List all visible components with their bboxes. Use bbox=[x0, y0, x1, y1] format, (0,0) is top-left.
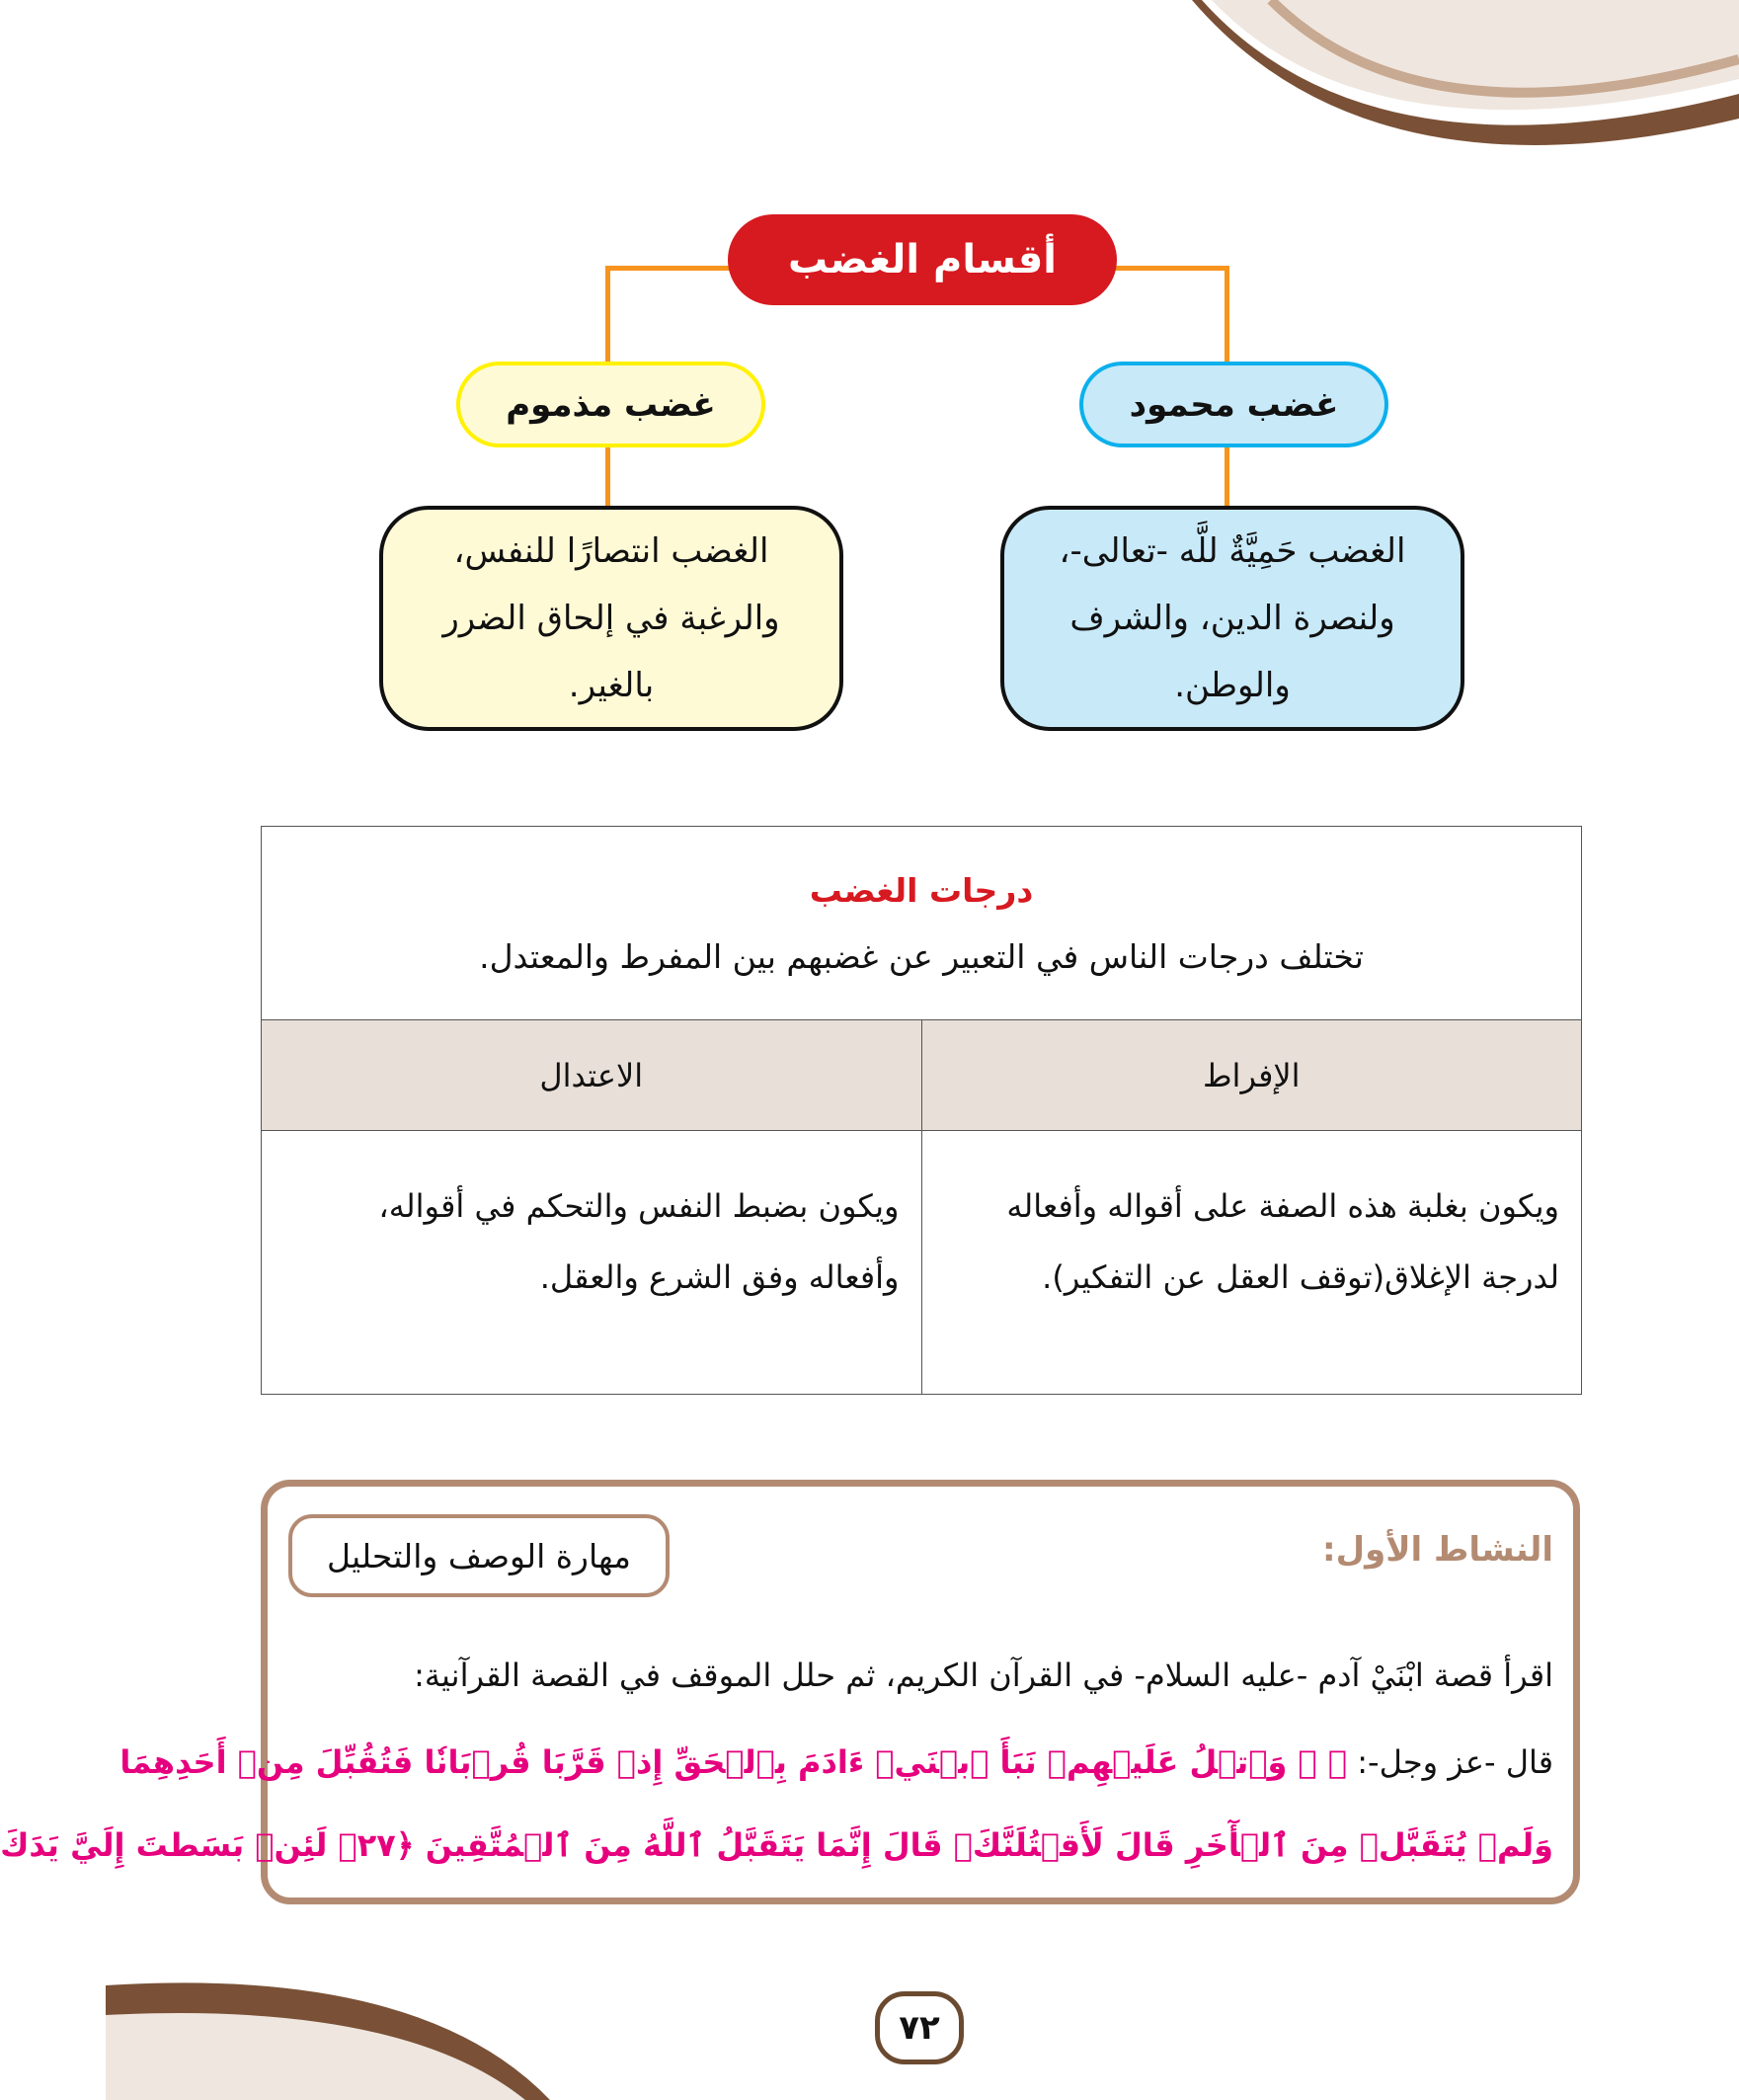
verse-line-1: ﴿ ۞ وَٱتۡلُ عَلَيۡهِمۡ نَبَأَ ٱبۡنَيۡ ءَادَمَ بِٱلۡحَقِّ إِذۡ قَرَّبَا قُرۡبَانٗا فَتُقُبِّلَ مِنۡ أَحَدِهِمَا bbox=[119, 1743, 1348, 1781]
activity-label: النشاط الأول: bbox=[1321, 1530, 1553, 1570]
skill-badge: مهارة الوصف والتحليل bbox=[288, 1514, 670, 1597]
degrees-header-cell bbox=[262, 827, 1582, 1020]
praised-anger-description: الغضب حَمِيَّةٌ للَّه -تعالى-، ولنصرة الدين، والشرف والوطن. bbox=[1000, 506, 1464, 731]
page-number: ٧٢ bbox=[875, 1991, 964, 2064]
degrees-title: درجات الغضب bbox=[809, 870, 1034, 910]
blamed-anger-description: الغضب انتصارًا للنفس، والرغبة في إلحاق الضرر بالغير. bbox=[379, 506, 843, 731]
moderation-description: ويكون بضبط النفس والتحكم في أقواله، وأفعاله وفق الشرع والعقل. bbox=[262, 1131, 922, 1395]
blamed-anger-label: غضب مذموم bbox=[456, 362, 765, 447]
verse-line-2: وَلَمۡ يُتَقَبَّلۡ مِنَ ٱلۡأٓخَرِ قَالَ لَأَقۡتُلَنَّكَۖ قَالَ إِنَّمَا يَتَقَبَّلُ ٱللَّهُ مِنَ ٱلۡمُتَّقِينَ ﴿٢٧﴾ لَئِنۢ بَسَطتَ إِلَيَّ يَدَكَ bbox=[0, 1826, 1553, 1864]
decorative-corner-top bbox=[1172, 0, 1739, 158]
column-header-moderation: الاعتدال bbox=[262, 1020, 922, 1131]
degrees-intro: تختلف درجات الناس في التعبير عن غضبهم بين المفرط والمعتدل. bbox=[479, 936, 1364, 976]
anger-degrees-table bbox=[261, 826, 1582, 1395]
activity-box bbox=[0, 1480, 1580, 1904]
diagram-title: أقسام الغضب bbox=[728, 214, 1117, 305]
praised-anger-label: غضب محمود bbox=[1079, 362, 1388, 447]
quote-intro: قال -عز وجل-: bbox=[1357, 1743, 1553, 1781]
decorative-corner-bottom bbox=[106, 1966, 550, 2100]
column-header-excess: الإفراط bbox=[921, 1020, 1582, 1131]
excess-description: ويكون بغلبة هذه الصفة على أقواله وأفعاله لدرجة الإغلاق(توقف العقل عن التفكير). bbox=[921, 1131, 1582, 1395]
activity-instruction: اقرأ قصة ابْنَيْ آدم -عليه السلام- في القرآن الكريم، ثم حلل الموقف في القصة القرآنية: bbox=[414, 1656, 1553, 1694]
